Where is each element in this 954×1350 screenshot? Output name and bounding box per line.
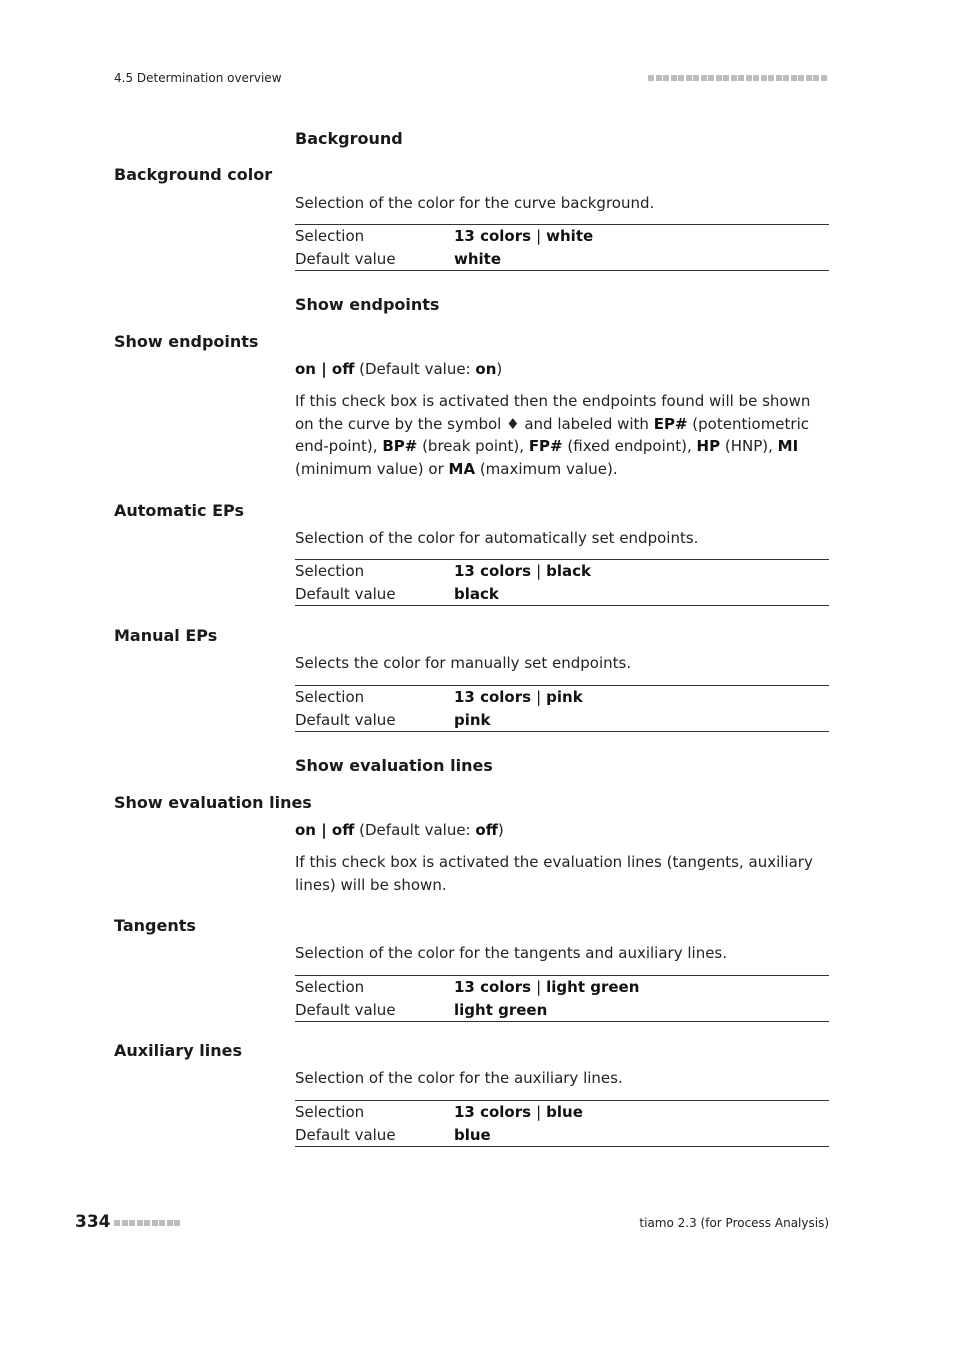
param-label-auxiliary-lines: Auxiliary lines: [114, 1041, 242, 1060]
param-table-manual-eps: [295, 685, 829, 732]
param-desc-automatic-eps: Selection of the color for automatically set endpoints.: [295, 529, 699, 547]
param-label-automatic-eps: Automatic EPs: [114, 501, 244, 520]
section-heading-show-endpoints: Show endpoints: [295, 295, 440, 314]
selection-label: Selection: [295, 978, 365, 996]
default-value: light green: [454, 1000, 548, 1019]
selection-value: 13 colors | pink: [454, 688, 583, 706]
default-value: white: [454, 249, 502, 268]
default-label: Default value: [295, 1125, 396, 1144]
param-options-show-evaluation-lines: on | off (Default value: off): [295, 821, 504, 839]
selection-value: 13 colors | black: [454, 562, 592, 580]
default-value: pink: [454, 710, 491, 729]
param-label-tangents: Tangents: [114, 916, 196, 935]
selection-value: 13 colors | white: [454, 227, 594, 245]
selection-value: 13 colors | blue: [454, 1103, 583, 1121]
selection-label: Selection: [295, 562, 365, 580]
table-row-selection: [295, 686, 829, 709]
param-table-automatic-eps: [295, 559, 829, 606]
table-row-default: [295, 1124, 829, 1147]
default-label: Default value: [295, 249, 396, 268]
table-row-selection: [295, 225, 829, 248]
selection-label: Selection: [295, 688, 365, 706]
param-desc-tangents: Selection of the color for the tangents and auxiliary lines.: [295, 944, 728, 962]
page-number: 334: [75, 1212, 111, 1232]
param-label-background-color: Background color: [114, 165, 273, 184]
param-label-manual-eps: Manual EPs: [114, 626, 218, 645]
footer-dots-decoration: [114, 1220, 182, 1226]
default-value: black: [454, 584, 499, 603]
table-row-default: [295, 248, 829, 271]
footer-product-name: tiamo 2.3 (for Process Analysis): [639, 1216, 829, 1230]
table-row-default: [295, 999, 829, 1022]
param-desc-manual-eps: Selects the color for manually set endpoints.: [295, 654, 632, 672]
header-dots-decoration: [648, 75, 828, 81]
selection-label: Selection: [295, 227, 365, 245]
selection-label: Selection: [295, 1103, 365, 1121]
param-table-auxiliary-lines: [295, 1100, 829, 1147]
param-table-background-color: [295, 224, 829, 271]
table-row-selection: [295, 560, 829, 583]
running-header: 4.5 Determination overview: [114, 71, 282, 85]
param-table-tangents: [295, 975, 829, 1022]
selection-value: 13 colors | light green: [454, 978, 640, 996]
param-desc-auxiliary-lines: Selection of the color for the auxiliary lines.: [295, 1069, 623, 1087]
param-label-show-evaluation-lines: Show evaluation lines: [114, 793, 312, 812]
param-label-show-endpoints: Show endpoints: [114, 332, 259, 351]
table-row-default: [295, 709, 829, 732]
section-heading-show-evaluation-lines: Show evaluation lines: [295, 756, 493, 775]
default-label: Default value: [295, 710, 396, 729]
default-label: Default value: [295, 1000, 396, 1019]
table-row-default: [295, 583, 829, 606]
section-heading-background: Background: [295, 129, 403, 148]
table-row-selection: [295, 976, 829, 999]
default-label: Default value: [295, 584, 396, 603]
param-desc-show-endpoints: If this check box is activated then the endpoints found will be shown on the curve by the symbol ♦ and labeled with EP# (potentiometric end-point), BP# (break point), FP# (fixed endpoint), HP (HNP), MI (minimum value) or MA (maximum value).: [295, 392, 811, 478]
param-desc-show-evaluation-lines: If this check box is activated the evaluation lines (tangents, auxiliary lines) will be shown.: [295, 853, 813, 894]
default-value: blue: [454, 1125, 491, 1144]
param-desc-background-color: Selection of the color for the curve background.: [295, 194, 655, 212]
table-row-selection: [295, 1101, 829, 1124]
param-options-show-endpoints: on | off (Default value: on): [295, 360, 503, 378]
